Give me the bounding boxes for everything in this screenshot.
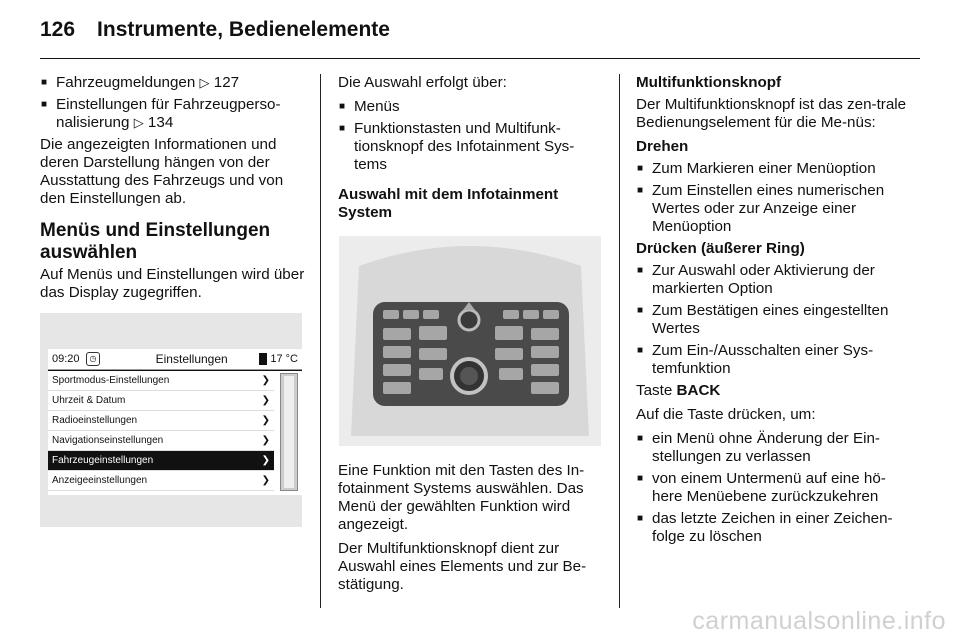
menu-item[interactable] [48,371,274,391]
page-number: 126 [40,18,76,41]
list-item: ■ ein Menü ohne Änderung der Ein-stellungen zu verlassen [636,430,916,466]
taste-prefix: Taste [636,382,677,399]
paragraph: Auf Menüs und Einstellungen wird über das Display zugegriffen. [40,266,305,301]
page-reference-arrow-icon: ▷ [199,75,210,90]
console-illustration [339,236,601,446]
label-druecken: Drücken (äußerer Ring) [636,240,805,257]
chevron-right-icon: ❯ [261,375,270,386]
list-item: ■ das letzte Zeichen in einer Zeichen-folge zu löschen [636,510,916,546]
display-status-bar [48,349,302,370]
menu-item-label: Sportmodus-Einstellungen [52,375,170,386]
column-divider [320,74,321,608]
section-heading: Menüs und Einstellungen auswählen [40,220,271,263]
chevron-right-icon: ❯ [261,435,270,446]
taste-line [636,382,916,400]
scrollbar-thumb[interactable] [284,376,294,488]
paragraph: Auf die Taste drücken, um: [636,406,816,423]
display-title: Einstellungen [155,352,228,366]
clock-icon: ◷ [86,352,100,366]
list-item: ■ Funktionstasten und Multifunk-tionsknopf des Infotainment Sys-tems [338,120,606,174]
page-reference-arrow-icon: ▷ [133,115,144,130]
watermark: carmanualsonline.info [692,607,946,635]
paragraph: Eine Funktion mit den Tasten des In-fotainment Systems auswählen. Das Menü der gewählten Funktion wird angezeigt. [338,462,585,533]
column-1 [40,74,308,308]
subheading: Multifunktionsknopf [636,74,782,91]
menu-item-label: Uhrzeit & Datum [52,395,126,406]
page-title: Instrumente, Bedienelemente [97,18,390,41]
paragraph: Der Multifunktionsknopf ist das zen-trale Bedienungselement für die Me-nüs: [636,96,907,131]
paragraph: Die Auswahl erfolgt über: [338,74,507,91]
list-item: ■ von einem Untermenü auf eine hö-here Menüebene zurückzukehren [636,470,916,506]
list-item: ■ Zum Ein-/Ausschalten einer Sys-temfunktion [636,342,916,378]
back-key-name: BACK [676,382,721,399]
menu-item-label: Anzeigeeinstellungen [52,475,148,486]
header-rule [40,58,920,59]
menu-item[interactable] [48,471,274,491]
temperature: 17 °C [270,353,298,365]
page-reference[interactable]: 134 [147,114,174,131]
thermometer-icon [259,353,267,365]
list-item: ■ Zum Markieren einer Menüoption [636,160,916,178]
display-frame [48,349,302,495]
bullet-text: Einstellungen für Fahrzeugperso-nalisierung [56,96,281,131]
list-item [40,96,308,132]
subheading: Auswahl mit dem Infotainment System [338,186,559,221]
page-header [40,18,390,42]
menu-item-label: Radioeinstellungen [52,415,138,426]
list-item: ■ Zur Auswahl oder Aktivierung der markierten Option [636,262,916,298]
display-screenshot [40,313,302,527]
chevron-right-icon: ❯ [261,475,270,486]
chevron-right-icon: ❯ [261,455,270,466]
menu-item[interactable] [48,451,274,471]
infotainment-console-photo [339,236,601,446]
scrollbar[interactable] [280,373,298,491]
list-item [40,74,308,92]
paragraph: Der Multifunktionsknopf dient zur Auswahl eines Elements und zur Be-stätigung. [338,540,587,593]
column-2 [338,74,606,228]
label-drehen: Drehen [636,138,689,155]
menu-item[interactable] [48,391,274,411]
chevron-right-icon: ❯ [261,415,270,426]
menu-item[interactable] [48,431,274,451]
menu-item-label: Fahrzeugeinstellungen [52,455,154,466]
menu-item-label: Navigationseinstellungen [52,435,164,446]
list-item: ■ Menüs [338,98,606,116]
bullet-text: Fahrzeugmeldungen [56,74,200,91]
column-2-lower [338,462,606,600]
paragraph: Die angezeigten Informationen und deren Darstellung hängen von der Ausstattung des Fahrzeugs und von den Einstellungen ab. [40,136,284,207]
list-item: ■ Zum Bestätigen eines eingestellten Wertes [636,302,916,338]
page-reference[interactable]: 127 [213,74,240,91]
column-3 [636,74,916,550]
clock-time: 09:20 [52,353,80,365]
column-divider [619,74,620,608]
menu-item[interactable] [48,411,274,431]
menu-list [48,371,302,495]
chevron-right-icon: ❯ [261,395,270,406]
list-item: ■ Zum Einstellen eines numerischen Wertes oder zur Anzeige einer Menüoption [636,182,916,236]
